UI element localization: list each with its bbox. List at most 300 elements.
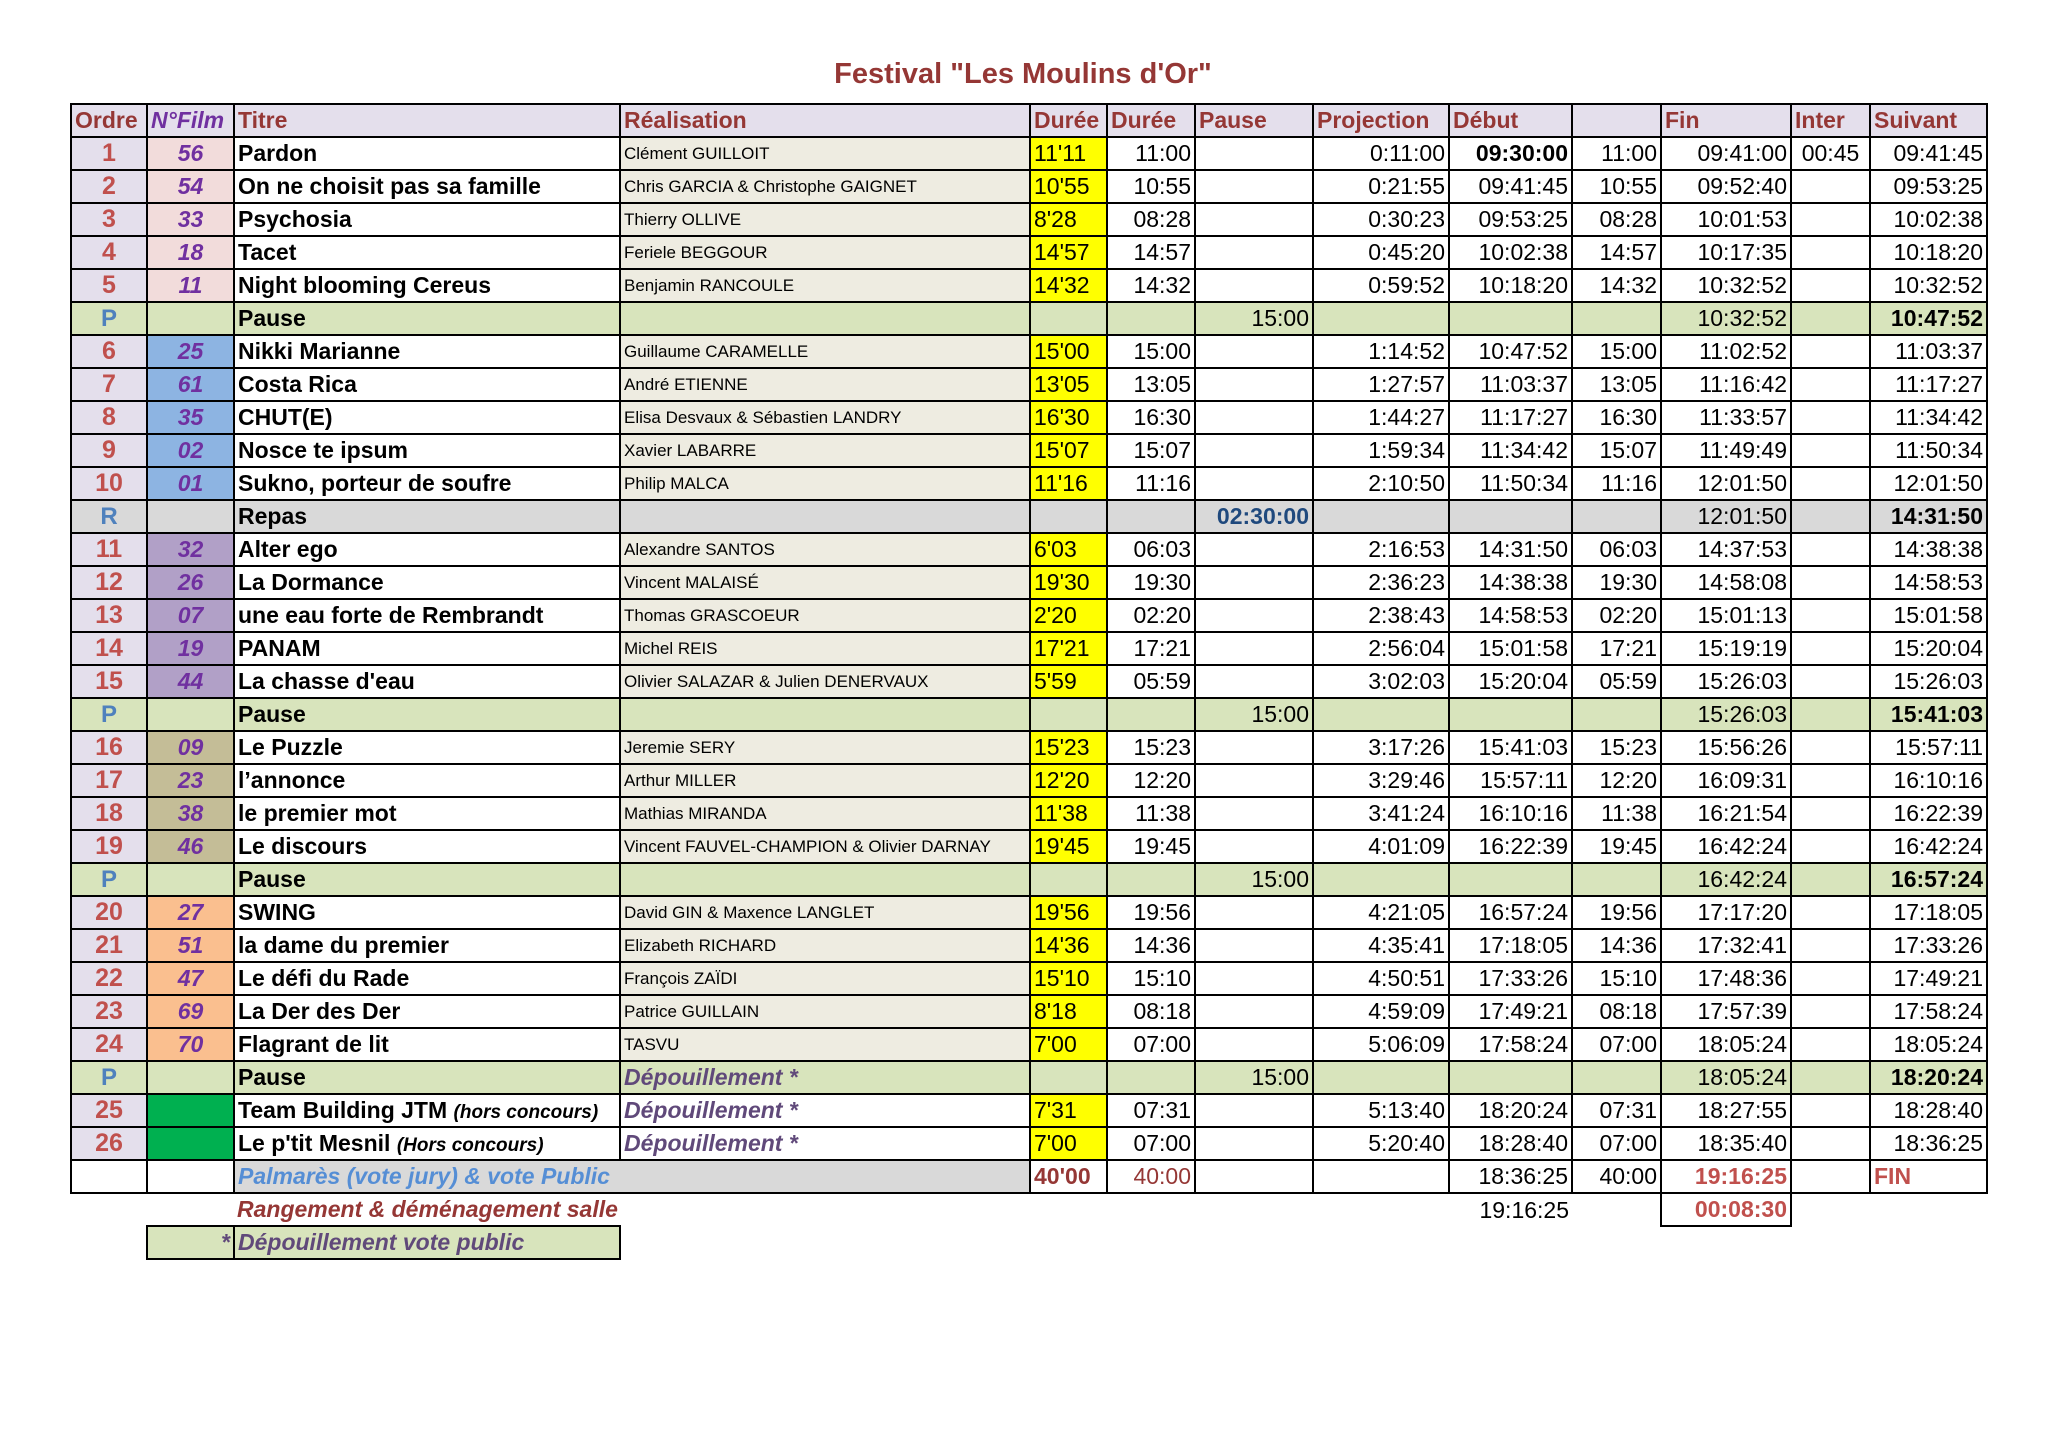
length-cell: 19:45 bbox=[1572, 830, 1661, 863]
ordre-cell: P bbox=[71, 1061, 147, 1094]
next-cell: 15:41:03 bbox=[1870, 698, 1987, 731]
length-cell: 07:00 bbox=[1572, 1028, 1661, 1061]
start-cell: 11:03:37 bbox=[1449, 368, 1572, 401]
film-title: Team Building JTM bbox=[238, 1097, 448, 1123]
film-row bbox=[71, 170, 1987, 203]
duration-cell: 15'07 bbox=[1030, 434, 1107, 467]
director-cell: Elizabeth RICHARD bbox=[620, 929, 1030, 962]
depouillement-note-row bbox=[71, 1226, 1987, 1259]
film-number-cell bbox=[147, 302, 234, 335]
film-title: Tacet bbox=[238, 239, 297, 265]
empty-cell bbox=[71, 1193, 147, 1226]
length-cell: 19:30 bbox=[1572, 566, 1661, 599]
pause-cell bbox=[1195, 368, 1313, 401]
duration-cell: 8'28 bbox=[1030, 203, 1107, 236]
pause-cell bbox=[1195, 665, 1313, 698]
film-title-cell bbox=[234, 401, 620, 434]
director-cell: David GIN & Maxence LANGLET bbox=[620, 896, 1030, 929]
duration-formatted-cell: 10:55 bbox=[1107, 170, 1195, 203]
projection-cell: 3:02:03 bbox=[1313, 665, 1449, 698]
director-cell bbox=[620, 863, 1030, 896]
empty-cell bbox=[1030, 1226, 1107, 1259]
film-title: Alter ego bbox=[238, 536, 338, 562]
projection-cell: 2:36:23 bbox=[1313, 566, 1449, 599]
break-title-cell: Pause bbox=[234, 1061, 620, 1094]
interval-cell bbox=[1791, 170, 1870, 203]
end-cell: 17:17:20 bbox=[1661, 896, 1791, 929]
director-cell: Vincent FAUVEL-CHAMPION & Olivier DARNAY bbox=[620, 830, 1030, 863]
pause-cell bbox=[1195, 896, 1313, 929]
film-number-cell bbox=[147, 500, 234, 533]
schedule-table bbox=[70, 103, 1988, 1260]
duration-formatted-cell: 14:32 bbox=[1107, 269, 1195, 302]
film-title-cell bbox=[234, 995, 620, 1028]
end-cell: 18:05:24 bbox=[1661, 1028, 1791, 1061]
film-row bbox=[71, 665, 1987, 698]
duration-formatted-cell bbox=[1107, 863, 1195, 896]
film-number-cell: 47 bbox=[147, 962, 234, 995]
end-cell: 10:01:53 bbox=[1661, 203, 1791, 236]
film-title-cell bbox=[234, 335, 620, 368]
palmares-label: Palmarès (vote jury) & vote Public bbox=[234, 1160, 1030, 1193]
film-title: SWING bbox=[238, 899, 316, 925]
film-number-cell: 19 bbox=[147, 632, 234, 665]
duration-cell: 12'20 bbox=[1030, 764, 1107, 797]
break-title-cell: Pause bbox=[234, 863, 620, 896]
empty-cell bbox=[620, 1226, 1030, 1259]
ordre-cell: 14 bbox=[71, 632, 147, 665]
pause-row bbox=[71, 863, 1987, 896]
director-cell: Dépouillement * bbox=[620, 1061, 1030, 1094]
start-cell: 17:49:21 bbox=[1449, 995, 1572, 1028]
film-number-cell: 69 bbox=[147, 995, 234, 1028]
duration-formatted-cell: 14:57 bbox=[1107, 236, 1195, 269]
film-row bbox=[71, 764, 1987, 797]
length-cell: 07:31 bbox=[1572, 1094, 1661, 1127]
duration-cell: 11'38 bbox=[1030, 797, 1107, 830]
film-row bbox=[71, 797, 1987, 830]
duration-cell bbox=[1030, 500, 1107, 533]
empty-cell bbox=[1870, 1226, 1987, 1259]
ordre-cell: 13 bbox=[71, 599, 147, 632]
pause-cell bbox=[1195, 566, 1313, 599]
duration-formatted-cell: 15:07 bbox=[1107, 434, 1195, 467]
film-title-note: (hors concours) bbox=[453, 1102, 599, 1123]
next-cell: 17:58:24 bbox=[1870, 995, 1987, 1028]
end-cell: 11:02:52 bbox=[1661, 335, 1791, 368]
length-cell bbox=[1572, 302, 1661, 335]
film-row bbox=[71, 830, 1987, 863]
footnote-label: Dépouillement vote public bbox=[234, 1226, 620, 1259]
ordre-cell: 3 bbox=[71, 203, 147, 236]
interval-cell bbox=[1791, 302, 1870, 335]
length-cell: 13:05 bbox=[1572, 368, 1661, 401]
duration-cell: 11'16 bbox=[1030, 467, 1107, 500]
film-title: Flagrant de lit bbox=[238, 1031, 389, 1057]
projection-cell: 0:21:55 bbox=[1313, 170, 1449, 203]
start-cell: 18:20:24 bbox=[1449, 1094, 1572, 1127]
director-cell: Thierry OLLIVE bbox=[620, 203, 1030, 236]
director-cell: André ETIENNE bbox=[620, 368, 1030, 401]
projection-cell: 1:27:57 bbox=[1313, 368, 1449, 401]
empty-cell bbox=[1107, 1193, 1195, 1226]
duration-cell: 2'20 bbox=[1030, 599, 1107, 632]
page-title: Festival "Les Moulins d'Or" bbox=[834, 58, 1212, 90]
empty-cell bbox=[1661, 1226, 1791, 1259]
empty-cell bbox=[1791, 1160, 1870, 1193]
ordre-cell: 22 bbox=[71, 962, 147, 995]
pause-cell bbox=[1195, 137, 1313, 170]
duration-formatted-cell: 16:30 bbox=[1107, 401, 1195, 434]
interval-cell bbox=[1791, 830, 1870, 863]
duration-formatted-cell: 08:28 bbox=[1107, 203, 1195, 236]
next-cell: 16:22:39 bbox=[1870, 797, 1987, 830]
schedule-body bbox=[71, 104, 1987, 1259]
ordre-cell: 19 bbox=[71, 830, 147, 863]
projection-cell: 2:38:43 bbox=[1313, 599, 1449, 632]
pause-cell: 15:00 bbox=[1195, 698, 1313, 731]
end-cell: 12:01:50 bbox=[1661, 467, 1791, 500]
start-cell: 15:20:04 bbox=[1449, 665, 1572, 698]
duration-cell: 19'45 bbox=[1030, 830, 1107, 863]
director-cell: Patrice GUILLAIN bbox=[620, 995, 1030, 1028]
film-number-cell bbox=[147, 698, 234, 731]
projection-cell: 0:45:20 bbox=[1313, 236, 1449, 269]
duration-formatted-cell: 14:36 bbox=[1107, 929, 1195, 962]
start-cell bbox=[1449, 500, 1572, 533]
director-cell: Xavier LABARRE bbox=[620, 434, 1030, 467]
duration-cell: 19'56 bbox=[1030, 896, 1107, 929]
projection-cell: 3:29:46 bbox=[1313, 764, 1449, 797]
film-title-note: (Hors concours) bbox=[396, 1135, 544, 1156]
film-title-cell bbox=[234, 962, 620, 995]
empty-cell bbox=[71, 1160, 147, 1193]
pause-cell bbox=[1195, 401, 1313, 434]
next-cell: 17:18:05 bbox=[1870, 896, 1987, 929]
next-cell: 09:53:25 bbox=[1870, 170, 1987, 203]
start-cell: 17:33:26 bbox=[1449, 962, 1572, 995]
break-title-cell: Pause bbox=[234, 302, 620, 335]
film-number-cell: 51 bbox=[147, 929, 234, 962]
director-cell: Philip MALCA bbox=[620, 467, 1030, 500]
film-row bbox=[71, 368, 1987, 401]
ordre-cell: 10 bbox=[71, 467, 147, 500]
film-title-cell bbox=[234, 566, 620, 599]
projection-cell: 2:10:50 bbox=[1313, 467, 1449, 500]
length-cell: 11:00 bbox=[1572, 137, 1661, 170]
header-row bbox=[71, 104, 1987, 137]
director-cell: Michel REIS bbox=[620, 632, 1030, 665]
pause-row bbox=[71, 302, 1987, 335]
film-title-cell bbox=[234, 434, 620, 467]
next-cell: 15:20:04 bbox=[1870, 632, 1987, 665]
next-cell: 14:58:53 bbox=[1870, 566, 1987, 599]
interval-cell bbox=[1791, 665, 1870, 698]
length-cell: 10:55 bbox=[1572, 170, 1661, 203]
start-cell: 11:17:27 bbox=[1449, 401, 1572, 434]
start-cell: 17:58:24 bbox=[1449, 1028, 1572, 1061]
director-cell: Alexandre SANTOS bbox=[620, 533, 1030, 566]
film-title-cell bbox=[234, 137, 620, 170]
projection-cell: 0:30:23 bbox=[1313, 203, 1449, 236]
film-number-cell: 46 bbox=[147, 830, 234, 863]
empty-cell bbox=[1195, 1160, 1313, 1193]
start-cell: 11:34:42 bbox=[1449, 434, 1572, 467]
header-cell: Titre bbox=[234, 104, 620, 137]
empty-cell bbox=[1791, 1193, 1870, 1226]
interval-cell bbox=[1791, 1127, 1870, 1160]
palmares-duration-formatted: 40:00 bbox=[1107, 1160, 1195, 1193]
film-title-cell bbox=[234, 1127, 620, 1160]
duration-formatted-cell: 15:23 bbox=[1107, 731, 1195, 764]
film-number-cell: 38 bbox=[147, 797, 234, 830]
header-cell bbox=[1572, 104, 1661, 137]
projection-cell: 1:59:34 bbox=[1313, 434, 1449, 467]
projection-cell: 0:59:52 bbox=[1313, 269, 1449, 302]
interval-cell bbox=[1791, 896, 1870, 929]
start-cell: 15:41:03 bbox=[1449, 731, 1572, 764]
projection-cell: 3:17:26 bbox=[1313, 731, 1449, 764]
film-title: La Dormance bbox=[238, 569, 384, 595]
rangement-end: 00:08:30 bbox=[1661, 1193, 1791, 1226]
duration-cell: 13'05 bbox=[1030, 368, 1107, 401]
film-title: Sukno, porteur de soufre bbox=[238, 470, 512, 496]
end-cell: 14:58:08 bbox=[1661, 566, 1791, 599]
end-cell: 14:37:53 bbox=[1661, 533, 1791, 566]
duration-cell bbox=[1030, 863, 1107, 896]
header-cell: Suivant bbox=[1870, 104, 1987, 137]
pause-cell bbox=[1195, 830, 1313, 863]
duration-formatted-cell: 02:20 bbox=[1107, 599, 1195, 632]
empty-cell bbox=[1449, 1226, 1572, 1259]
film-row bbox=[71, 335, 1987, 368]
length-cell: 08:28 bbox=[1572, 203, 1661, 236]
film-number-cell bbox=[147, 1061, 234, 1094]
palmares-start: 18:36:25 bbox=[1449, 1160, 1572, 1193]
pause-cell bbox=[1195, 170, 1313, 203]
empty-cell bbox=[1870, 1193, 1987, 1226]
film-title-cell bbox=[234, 269, 620, 302]
duration-formatted-cell: 12:20 bbox=[1107, 764, 1195, 797]
duration-formatted-cell: 19:56 bbox=[1107, 896, 1195, 929]
end-cell: 18:27:55 bbox=[1661, 1094, 1791, 1127]
film-row bbox=[71, 566, 1987, 599]
length-cell bbox=[1572, 698, 1661, 731]
start-cell: 10:02:38 bbox=[1449, 236, 1572, 269]
duration-formatted-cell: 11:16 bbox=[1107, 467, 1195, 500]
length-cell: 17:21 bbox=[1572, 632, 1661, 665]
duration-cell: 14'57 bbox=[1030, 236, 1107, 269]
duration-cell: 19'30 bbox=[1030, 566, 1107, 599]
film-row bbox=[71, 401, 1987, 434]
ordre-cell: P bbox=[71, 863, 147, 896]
next-cell: 14:31:50 bbox=[1870, 500, 1987, 533]
film-row bbox=[71, 962, 1987, 995]
film-title: Costa Rica bbox=[238, 371, 357, 397]
length-cell: 19:56 bbox=[1572, 896, 1661, 929]
duration-cell: 5'59 bbox=[1030, 665, 1107, 698]
end-cell: 15:01:13 bbox=[1661, 599, 1791, 632]
projection-cell: 1:44:27 bbox=[1313, 401, 1449, 434]
start-cell: 16:10:16 bbox=[1449, 797, 1572, 830]
next-cell: 17:33:26 bbox=[1870, 929, 1987, 962]
interval-cell bbox=[1791, 599, 1870, 632]
projection-cell: 5:13:40 bbox=[1313, 1094, 1449, 1127]
film-row bbox=[71, 995, 1987, 1028]
empty-cell bbox=[1572, 1226, 1661, 1259]
start-cell: 10:47:52 bbox=[1449, 335, 1572, 368]
interval-cell bbox=[1791, 500, 1870, 533]
duration-cell: 17'21 bbox=[1030, 632, 1107, 665]
interval-cell bbox=[1791, 632, 1870, 665]
director-cell: Chris GARCIA & Christophe GAIGNET bbox=[620, 170, 1030, 203]
projection-cell bbox=[1313, 863, 1449, 896]
start-cell bbox=[1449, 302, 1572, 335]
header-cell: Fin bbox=[1661, 104, 1791, 137]
pause-cell bbox=[1195, 1028, 1313, 1061]
pause-cell: 15:00 bbox=[1195, 302, 1313, 335]
header-cell: Durée bbox=[1030, 104, 1107, 137]
film-title-cell bbox=[234, 797, 620, 830]
interval-cell bbox=[1791, 929, 1870, 962]
start-cell bbox=[1449, 698, 1572, 731]
interval-cell bbox=[1791, 764, 1870, 797]
duration-cell: 6'03 bbox=[1030, 533, 1107, 566]
film-number-cell: 70 bbox=[147, 1028, 234, 1061]
ordre-cell: 20 bbox=[71, 896, 147, 929]
start-cell: 18:28:40 bbox=[1449, 1127, 1572, 1160]
pause-cell bbox=[1195, 962, 1313, 995]
length-cell: 15:23 bbox=[1572, 731, 1661, 764]
director-cell: Guillaume CARAMELLE bbox=[620, 335, 1030, 368]
length-cell: 16:30 bbox=[1572, 401, 1661, 434]
film-title-cell bbox=[234, 665, 620, 698]
film-title: Le discours bbox=[238, 833, 368, 859]
duration-formatted-cell: 17:21 bbox=[1107, 632, 1195, 665]
pause-cell bbox=[1195, 731, 1313, 764]
end-cell: 17:57:39 bbox=[1661, 995, 1791, 1028]
director-cell: Vincent MALAISÉ bbox=[620, 566, 1030, 599]
pause-cell: 15:00 bbox=[1195, 1061, 1313, 1094]
ordre-cell: 4 bbox=[71, 236, 147, 269]
film-title-cell bbox=[234, 830, 620, 863]
film-row bbox=[71, 731, 1987, 764]
length-cell: 11:16 bbox=[1572, 467, 1661, 500]
director-cell bbox=[620, 500, 1030, 533]
start-cell bbox=[1449, 863, 1572, 896]
start-cell: 11:50:34 bbox=[1449, 467, 1572, 500]
film-title: La Der des Der bbox=[238, 998, 401, 1024]
ordre-cell: 1 bbox=[71, 137, 147, 170]
end-cell: 15:26:03 bbox=[1661, 698, 1791, 731]
film-number-cell: 35 bbox=[147, 401, 234, 434]
next-cell: 15:26:03 bbox=[1870, 665, 1987, 698]
film-title: Le p'tit Mesnil bbox=[238, 1130, 391, 1156]
ordre-cell: R bbox=[71, 500, 147, 533]
length-cell: 11:38 bbox=[1572, 797, 1661, 830]
start-cell bbox=[1449, 1061, 1572, 1094]
empty-cell bbox=[1313, 1160, 1449, 1193]
empty-cell bbox=[1313, 1193, 1449, 1226]
end-cell: 17:48:36 bbox=[1661, 962, 1791, 995]
start-cell: 16:22:39 bbox=[1449, 830, 1572, 863]
film-number-cell: 33 bbox=[147, 203, 234, 236]
pause-cell bbox=[1195, 599, 1313, 632]
film-row bbox=[71, 599, 1987, 632]
pause-cell bbox=[1195, 533, 1313, 566]
repas-row bbox=[71, 500, 1987, 533]
film-number-cell: 32 bbox=[147, 533, 234, 566]
length-cell: 05:59 bbox=[1572, 665, 1661, 698]
film-number-cell: 09 bbox=[147, 731, 234, 764]
projection-cell: 2:16:53 bbox=[1313, 533, 1449, 566]
pause-cell bbox=[1195, 632, 1313, 665]
film-row bbox=[71, 434, 1987, 467]
film-row bbox=[71, 896, 1987, 929]
next-cell: 09:41:45 bbox=[1870, 137, 1987, 170]
ordre-cell: 11 bbox=[71, 533, 147, 566]
pause-cell bbox=[1195, 764, 1313, 797]
projection-cell: 5:20:40 bbox=[1313, 1127, 1449, 1160]
projection-cell: 5:06:09 bbox=[1313, 1028, 1449, 1061]
ordre-cell: 24 bbox=[71, 1028, 147, 1061]
film-row bbox=[71, 269, 1987, 302]
film-row bbox=[71, 1094, 1987, 1127]
end-cell: 16:09:31 bbox=[1661, 764, 1791, 797]
end-cell: 10:17:35 bbox=[1661, 236, 1791, 269]
duration-formatted-cell: 08:18 bbox=[1107, 995, 1195, 1028]
director-cell: TASVU bbox=[620, 1028, 1030, 1061]
projection-cell: 3:41:24 bbox=[1313, 797, 1449, 830]
empty-cell bbox=[1572, 1193, 1661, 1226]
film-row bbox=[71, 533, 1987, 566]
start-cell: 15:57:11 bbox=[1449, 764, 1572, 797]
film-number-cell: 61 bbox=[147, 368, 234, 401]
length-cell: 15:00 bbox=[1572, 335, 1661, 368]
end-cell: 15:19:19 bbox=[1661, 632, 1791, 665]
duration-cell: 11'11 bbox=[1030, 137, 1107, 170]
next-cell: 11:50:34 bbox=[1870, 434, 1987, 467]
rangement-row bbox=[71, 1193, 1987, 1226]
ordre-cell: 21 bbox=[71, 929, 147, 962]
header-cell: Ordre bbox=[71, 104, 147, 137]
start-cell: 09:30:00 bbox=[1449, 137, 1572, 170]
director-cell: Feriele BEGGOUR bbox=[620, 236, 1030, 269]
ordre-cell: 26 bbox=[71, 1127, 147, 1160]
next-cell: 15:57:11 bbox=[1870, 731, 1987, 764]
duration-cell: 14'36 bbox=[1030, 929, 1107, 962]
duration-formatted-cell bbox=[1107, 302, 1195, 335]
film-row bbox=[71, 1127, 1987, 1160]
empty-cell bbox=[147, 1160, 234, 1193]
start-cell: 14:58:53 bbox=[1449, 599, 1572, 632]
next-cell: 15:01:58 bbox=[1870, 599, 1987, 632]
film-title-cell bbox=[234, 368, 620, 401]
rangement-label: Rangement & déménagement salle bbox=[237, 1196, 618, 1222]
header-cell: N°Film bbox=[147, 104, 234, 137]
end-cell: 12:01:50 bbox=[1661, 500, 1791, 533]
projection-cell bbox=[1313, 500, 1449, 533]
next-cell: 18:36:25 bbox=[1870, 1127, 1987, 1160]
film-number-cell: 11 bbox=[147, 269, 234, 302]
break-title-cell: Repas bbox=[234, 500, 620, 533]
next-cell: 10:47:52 bbox=[1870, 302, 1987, 335]
ordre-cell: 17 bbox=[71, 764, 147, 797]
next-cell: 16:10:16 bbox=[1870, 764, 1987, 797]
next-cell: 11:17:27 bbox=[1870, 368, 1987, 401]
film-number-cell: 01 bbox=[147, 467, 234, 500]
palmares-row bbox=[71, 1160, 1987, 1193]
